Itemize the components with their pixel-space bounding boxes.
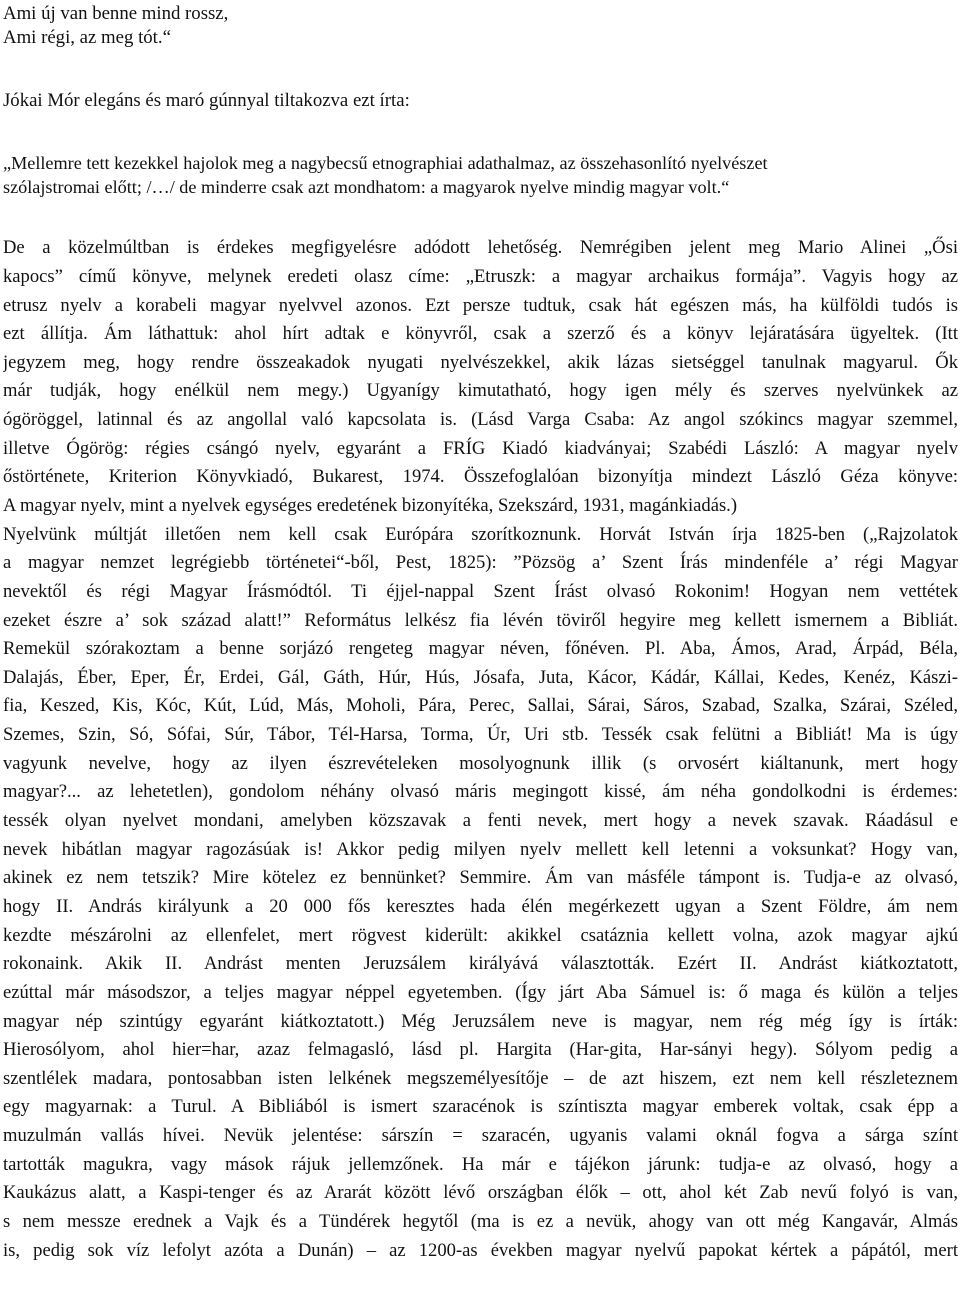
body-line: akinek ez nem tetszik? Mire kötelez ez bennünket? Semmire. Ám van másféle támpont is. Tudja-e az olvasó, xyxy=(3,867,958,889)
body-line: A magyar nyelv, mint a nyelvek egységes eredetének bizonyítéka, Szekszárd, 1931, magánkiadás.) xyxy=(3,494,738,516)
document-page xyxy=(3,0,958,1265)
body-line: Szemes, Szin, Só, Sófai, Súr, Tábor, Tél-Harsa, Torma, Úr, Uri stb. Tessék csak felütni a Bibliát! Ma is úgy xyxy=(3,724,958,746)
body-line: már tudják, hogy enélkül nem megy.) Ugyanígy kimutatható, hogy igen mély és szerves nyelvünkek az xyxy=(3,380,958,402)
poem-block xyxy=(3,2,958,51)
body-line: rokonaink. Akik II. Andrást menten Jeruzsálem királyává választották. Ezért II. Andrást kiátkoztatott, xyxy=(3,953,958,975)
body-line: etrusz nyelv a korabeli magyar nyelvvel azonos. Ezt persze tudtuk, csak hát egészen más, ha külföldi tudós is xyxy=(3,294,958,316)
body-line: jegyzem meg, hogy rendre összeakadok nyugati nyelvészekkel, akik lázas sietséggel tanulnak magyarul. Ők xyxy=(3,351,958,373)
body-line: fia, Keszed, Kis, Kóc, Kút, Lúd, Más, Moholi, Pára, Perec, Sallai, Sárai, Sáros, Szabad, Szalka, Szárai, Széled, xyxy=(3,695,958,717)
body-line: muzulmán vallás hívei. Nevük jelentése: sárszín = szaracén, ugyanis valami oknál fogva a sárga színt xyxy=(3,1125,958,1147)
body-line: tartották magukra, vagy mások rájuk jellemzőnek. Ha már e tájékon járunk: tudja-e az olvasó, hogy a xyxy=(3,1153,958,1175)
body-line: tessék olyan nyelvet mondani, amelyben közszavak a fenti nevek, mert hogy a nevek szavak. Ráadásul e xyxy=(3,810,958,832)
body-line: magyar nép szintúgy egyaránt kiátkoztatott.) Még Jeruzsálem neve is magyar, nem rég még így is írták: xyxy=(3,1010,958,1032)
jokai-intro: Jókai Mór elegáns és maró gúnnyal tiltakozva ezt írta: xyxy=(3,89,410,111)
body-line: De a közelmúltban is érdekes megfigyelésre adódott lehetőség. Nemrégiben jelent meg Mario Alinei „Ősi xyxy=(3,237,958,259)
body-line: kapocs” című könyve, melynek eredeti olasz címe: „Etruszk: a magyar archaikus formája”. Vagyis hogy az xyxy=(3,265,958,287)
body-line: Remekül szórakoztam a benne sorjázó rengeteg magyar néven, főnéven. Pl. Aba, Ámos, Arad, Árpád, Béla, xyxy=(3,638,958,660)
body-line: Nyelvünk múltját illetően nem kell csak Európára szorítkoznunk. Horvát István írja 1825-ben („Rajzolatok xyxy=(3,523,958,545)
body-line: Kaukázus alatt, a Kaspi-tenger és az Ararát között lévő országban élők – ott, ahol két Zab nevű folyó is van, xyxy=(3,1182,958,1204)
jokai-quote xyxy=(3,151,958,199)
body-line: Hierosólyom, ahol hier=har, azaz felmagasló, lásd pl. Hargita (Har-gita, Har-sányi hegy). Sólyom pedig a xyxy=(3,1039,958,1061)
body-line: ezeket észre a’ sok század alatt!” Református lelkész fia lévén töviről hegyire meg kellett ismernem a Bibliát. xyxy=(3,609,958,631)
body-line: ezúttal már másodszor, a teljes magyar néppel egyetemben. (Így járt Aba Sámuel is: ő maga és külön a teljes xyxy=(3,981,958,1003)
quote-line-1: „Mellemre tett kezekkel hajolok meg a nagybecsű etnographiai adathalmaz, az összehasonlító nyelvészet xyxy=(3,153,768,174)
body-line: egy magyarnak: a Turul. A Bibliából is ismert szaracénok is színtiszta magyar emberek voltak, csak épp a xyxy=(3,1096,958,1118)
body-line: illetve Ógörög: régies csángó nyelv, egyaránt a FRÍG Kiadó kiadványai; Szabédi László: A magyar nyelv xyxy=(3,437,958,459)
poem-line-2: Ami régi, az meg tót.“ xyxy=(3,27,171,49)
body-line: ezt állítja. Ám láthattuk: ahol hírt adtak e könyvről, csak a szerző és a könyv lejáratására ügyeltek. (Itt xyxy=(3,323,958,345)
body-line: vagyunk nevelve, hogy az ilyen észrevételeken mosolyognunk illik (s orvosért kiáltanunk, mert hogy xyxy=(3,752,958,774)
body-line: nevektől és régi Magyar Írásmódtól. Ti éjjel-nappal Szent Írást olvasó Rokonim! Hogyan nem vettétek xyxy=(3,580,958,602)
body-line: ógöröggel, latinnal és az angollal való kapcsolata is. (Lásd Varga Csaba: Az angol szókincs magyar szemmel, xyxy=(3,409,958,431)
body-line: is, pedig sok víz lefolyt azóta a Dunán) – az 1200-as években magyar nyelvű papokat kértek a pápától, mert xyxy=(3,1239,958,1261)
body-line: a magyar nemzet legrégiebb történetei“-ből, Pest, 1825): ”Pözsög a’ Szent Írás mindenféle a’ régi Magyar xyxy=(3,552,958,574)
body-paragraph xyxy=(3,234,958,1265)
quote-line-2: szólajstromai előtt; /…/ de minderre csak azt mondhatom: a magyarok nyelve mindig magyar volt.“ xyxy=(3,177,730,198)
body-line: szentlélek madara, pontosabban isten lelkének megszemélyesítője – de azt hiszem, ezt nem kell részleteznem xyxy=(3,1067,958,1089)
body-line: s nem messze erednek a Vajk és a Tündérek hegytől (ma is ez a nevük, ahogy van ott még Kangavár, Almás xyxy=(3,1211,958,1232)
body-line: nevek hibátlan magyar ragozásúak is! Akkor pedig milyen nyelv mellett kell letenni a voksunkat? Hogy van, xyxy=(3,838,958,860)
body-line: magyar?... az lehetetlen), gondolom néhány olvasó máris megingott kissé, ám néha gondolkodni is érdemes: xyxy=(3,781,958,803)
body-line: hogy II. András királyunk a 20 000 fős keresztes hada élén megérkezett ugyan a Szent Földre, ám nem xyxy=(3,895,958,917)
body-line: Dalajás, Éber, Eper, Ér, Erdei, Gál, Gáth, Húr, Hús, Jósafa, Juta, Kácor, Kádár, Kállai, Kedes, Kenéz, Kászi- xyxy=(3,666,958,688)
body-line: kezdte mészárolni az ellenfelet, mert rögvest kiderült: akikkel csatáznia kellett volna, azok magyar ajkú xyxy=(3,924,958,946)
body-line: őstörténete, Kriterion Könyvkiadó, Bukarest, 1974. Összefoglalóan bizonyítja mindezt László Géza könyve: xyxy=(3,466,958,488)
poem-line-1: Ami új van benne mind rossz, xyxy=(3,3,229,24)
